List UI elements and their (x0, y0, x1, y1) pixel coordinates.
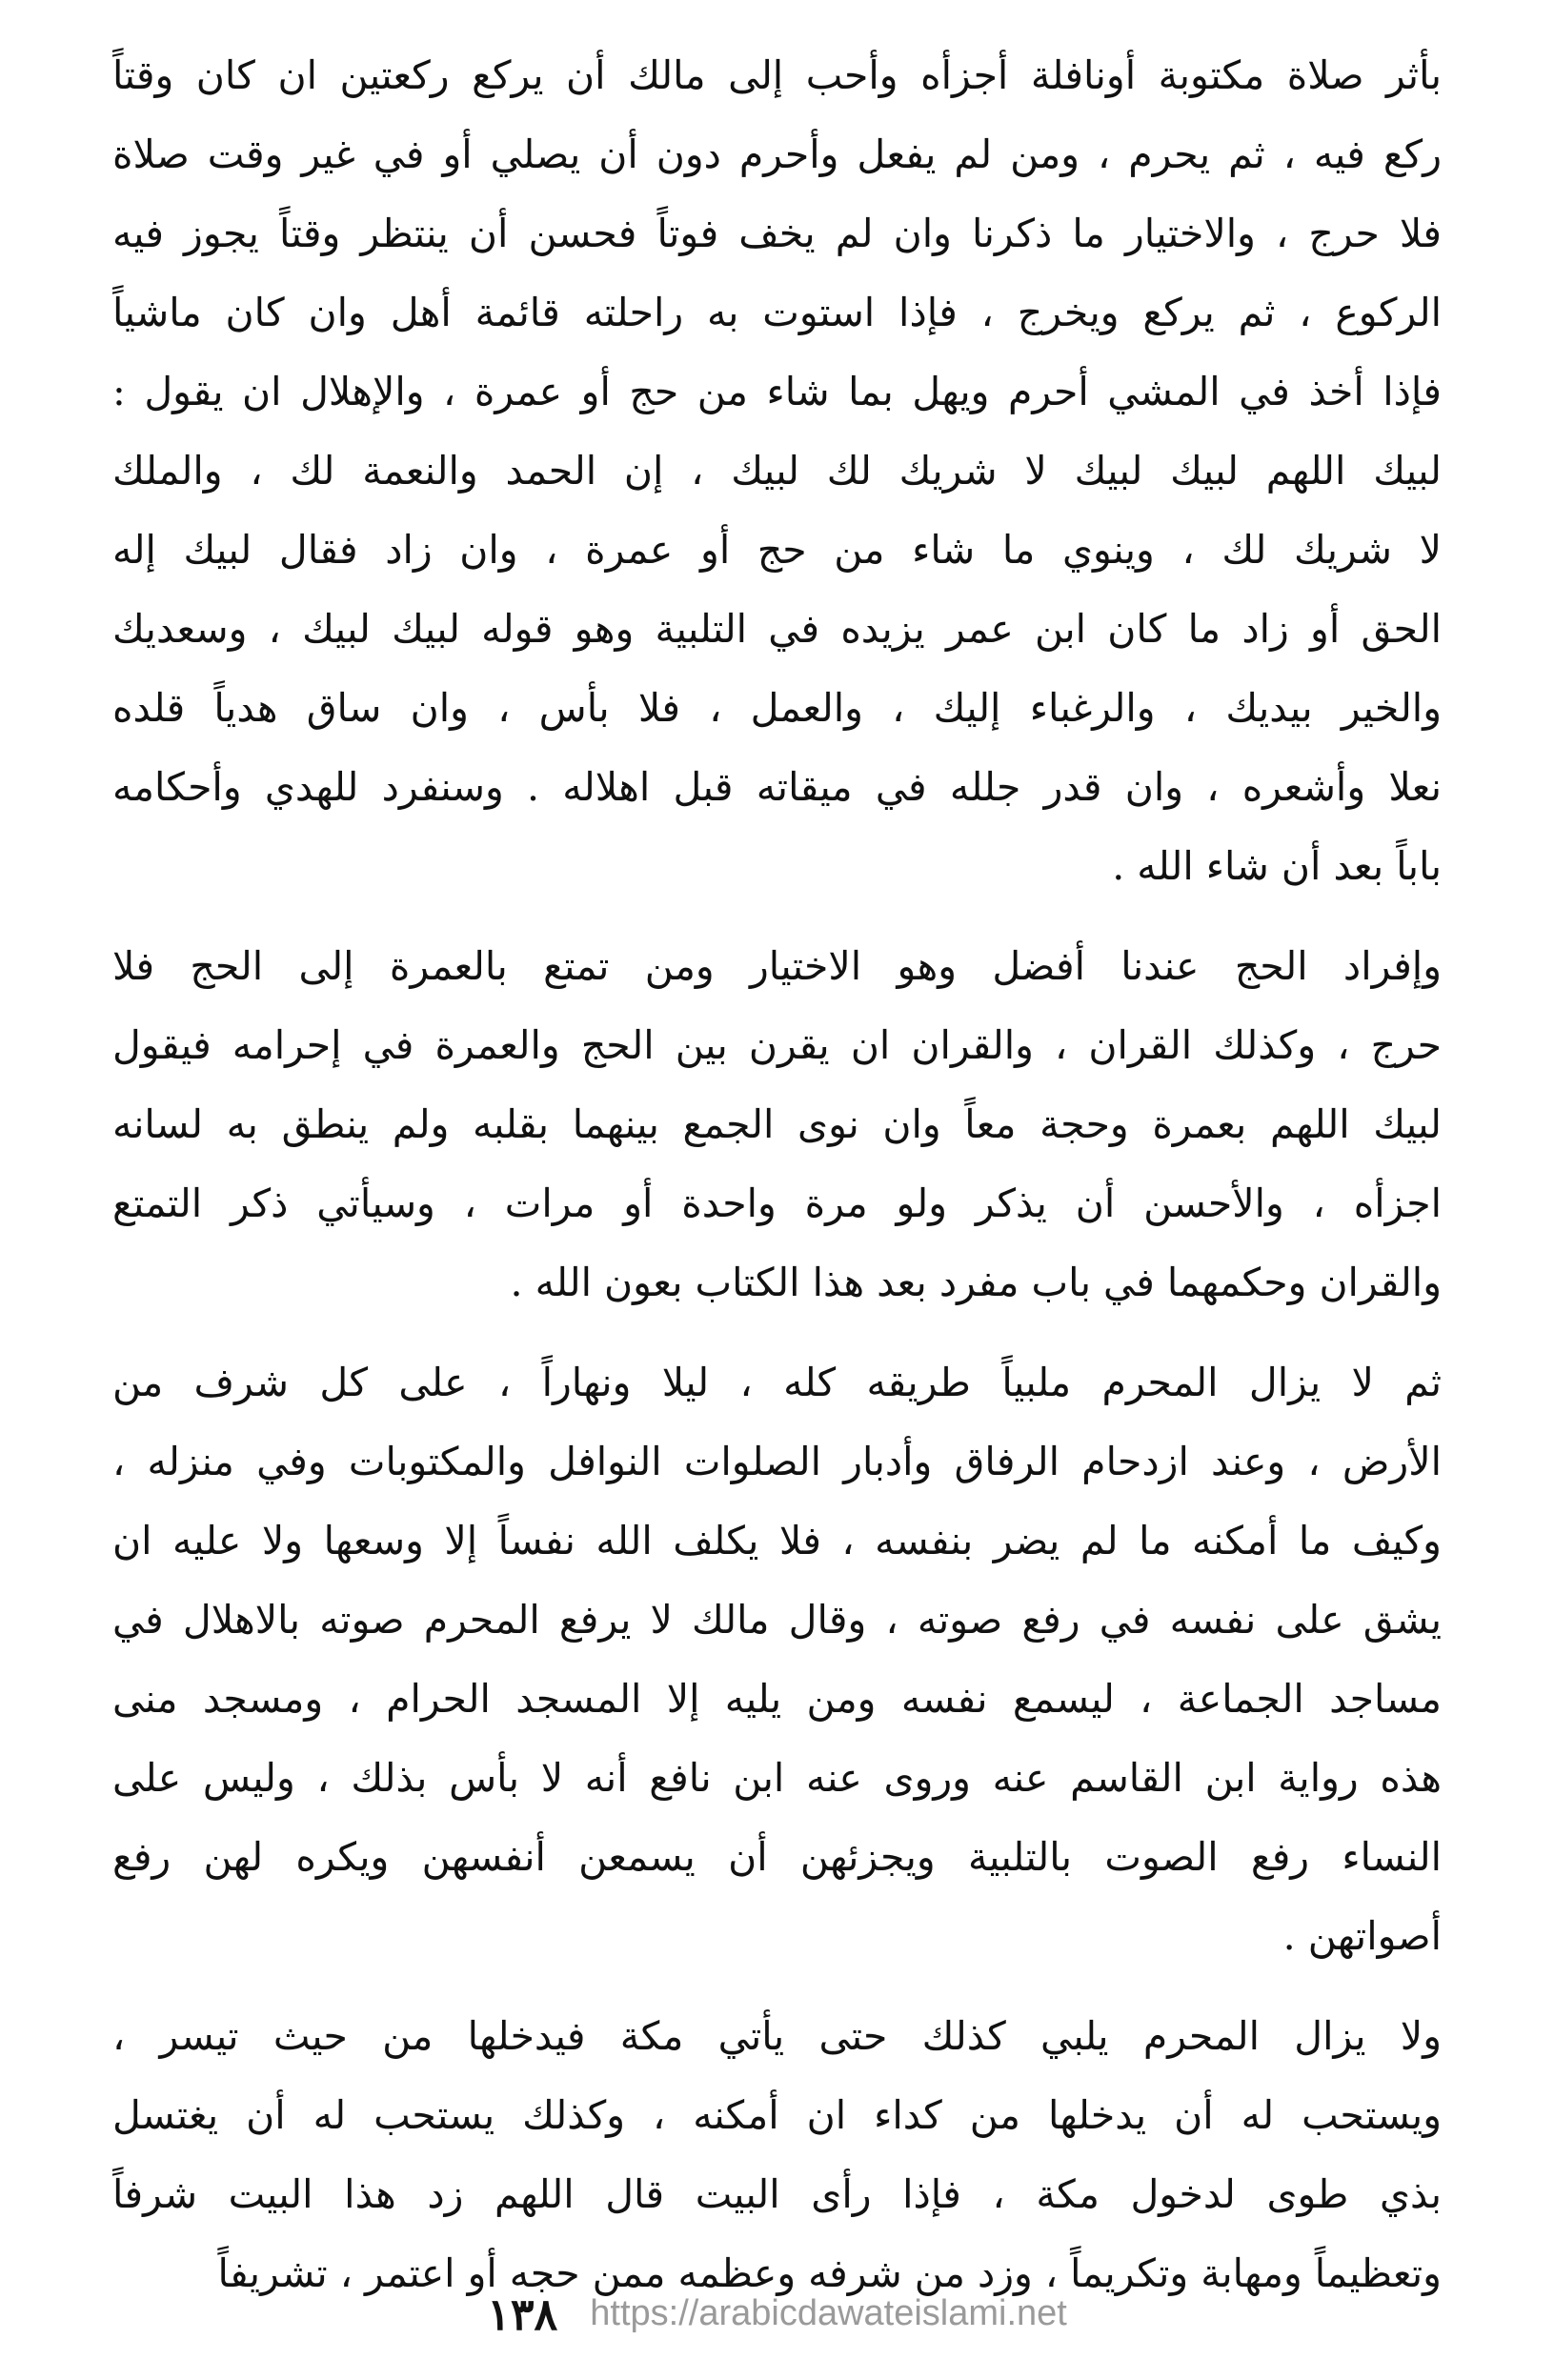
paragraph (112, 1997, 1442, 2313)
text-line: باباً بعد أن شاء الله . (1112, 843, 1442, 889)
paragraph (112, 1343, 1442, 1976)
text-line: ولا يزال المحرم يلبي كذلك حتى يأتي مكة فيدخلها من حيث تيسر ، (112, 2013, 1442, 2059)
text-line: فإذا أخذ في المشي أحرم ويهل بما شاء من حج أو عمرة ، والإهلال ان يقول : (112, 369, 1442, 414)
watermark-url: https://arabicdawateislami.net (590, 2293, 1067, 2333)
text-line: ويستحب له أن يدخلها من كداء ان أمكنه ، وكذلك يستحب له أن يغتسل (112, 2092, 1442, 2138)
text-line: نعلا وأشعره ، وان قدر جلله في ميقاته قبل اهلاله . وسنفرد للهدي وأحكامه (112, 764, 1442, 810)
text-line: وإفراد الحج عندنا أفضل وهو الاختيار ومن تمتع بالعمرة إلى الحج فلا (112, 943, 1442, 989)
text-line: الأرض ، وعند ازدحام الرفاق وأدبار الصلوات النوافل والمكتوبات وفي منزله ، (112, 1439, 1442, 1484)
text-line: وتعظيماً ومهابة وتكريماً ، وزد من شرفه وعظمه ممن حجه أو اعتمر ، تشريفاً (217, 2250, 1442, 2296)
paragraph (112, 36, 1442, 906)
text-line: حرج ، وكذلك القران ، والقران ان يقرن بين الحج والعمرة في إحرامه فيقول (112, 1022, 1442, 1068)
text-line: مساجد الجماعة ، ليسمع نفسه ومن يليه إلا المسجد الحرام ، ومسجد منى (112, 1676, 1442, 1722)
text-line: بأثر صلاة مكتوبة أونافلة أجزأه وأحب إلى مالك أن يركع ركعتين ان كان وقتاً (112, 52, 1442, 98)
text-line: اجزأه ، والأحسن أن يذكر ولو مرة واحدة أو مرات ، وسيأتي ذكر التمتع (112, 1180, 1442, 1226)
text-line: بذي طوى لدخول مكة ، فإذا رأى البيت قال اللهم زد هذا البيت شرفاً (112, 2171, 1442, 2217)
text-line: الحق أو زاد ما كان ابن عمر يزيده في التلبية وهو قوله لبيك لبيك ، وسعديك (112, 606, 1442, 652)
text-line: لبيك اللهم بعمرة وحجة معاً وان نوى الجمع بينهما بقلبه ولم ينطق به لسانه (112, 1101, 1442, 1147)
text-line: الركوع ، ثم يركع ويخرج ، فإذا استوت به راحلته قائمة أهل وان كان ماشياً (112, 290, 1442, 335)
text-line: هذه رواية ابن القاسم عنه وروى عنه ابن نافع أنه لا بأس بذلك ، وليس على (112, 1755, 1442, 1801)
text-line: وكيف ما أمكنه ما لم يضر بنفسه ، فلا يكلف الله نفساً إلا وسعها ولا عليه ان (112, 1518, 1442, 1563)
text-line: ركع فيه ، ثم يحرم ، ومن لم يفعل وأحرم دون أن يصلي أو في غير وقت صلاة (112, 131, 1442, 177)
page-footer (0, 2287, 1554, 2344)
paragraph (112, 927, 1442, 1322)
text-line: النساء رفع الصوت بالتلبية ويجزئهن أن يسمعن أنفسهن ويكره لهن رفع (112, 1834, 1442, 1880)
text-line: لا شريك لك ، وينوي ما شاء من حج أو عمرة ، وان زاد فقال لبيك إله (112, 527, 1442, 573)
body-text (112, 36, 1442, 2313)
text-line: والقران وحكمهما في باب مفرد بعد هذا الكتاب بعون الله . (510, 1260, 1442, 1305)
text-line: والخير بيديك ، والرغباء إليك ، والعمل ، فلا بأس ، وان ساق هدياً قلده (112, 685, 1442, 731)
text-line: أصواتهن . (1282, 1913, 1442, 1959)
text-line: لبيك اللهم لبيك لبيك لا شريك لك لبيك ، إن الحمد والنعمة لك ، والملك (112, 448, 1442, 494)
page-number: ١٣٨ (487, 2288, 558, 2340)
text-line: يشق على نفسه في رفع صوته ، وقال مالك لا يرفع المحرم صوته بالاهلال في (112, 1597, 1442, 1643)
text-line: ثم لا يزال المحرم ملبياً طريقه كله ، ليلا ونهاراً ، على كل شرف من (112, 1360, 1442, 1405)
text-line: فلا حرج ، والاختيار ما ذكرنا وان لم يخف فوتاً فحسن أن ينتظر وقتاً يجوز فيه (112, 211, 1442, 256)
